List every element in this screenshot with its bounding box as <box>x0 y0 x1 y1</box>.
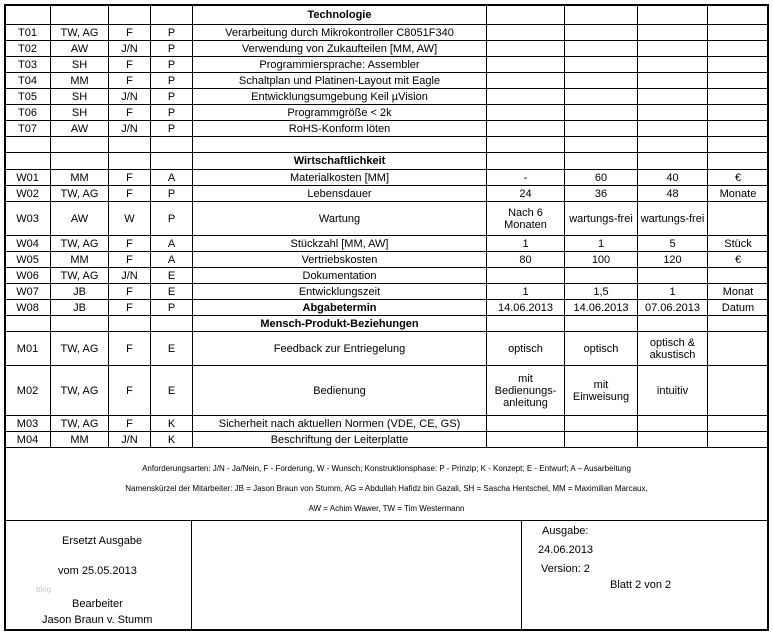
req-value-2: 60 <box>565 170 638 186</box>
section-title-wirtschaftlichkeit: Wirtschaftlichkeit <box>193 153 487 170</box>
ausgabe-label: Ausgabe: <box>542 525 589 537</box>
req-value-1 <box>487 57 565 73</box>
empty-cell <box>487 153 565 170</box>
req-type: F <box>109 105 151 121</box>
req-phase: P <box>151 105 193 121</box>
footer <box>6 521 767 629</box>
table-row <box>5 332 769 366</box>
req-description: Lebensdauer <box>193 186 487 202</box>
req-owner: JB <box>51 284 109 300</box>
req-id: M03 <box>5 416 51 432</box>
empty-cell <box>109 137 151 153</box>
empty-cell <box>565 316 638 332</box>
req-value-3: 48 <box>638 186 708 202</box>
req-value-3 <box>638 25 708 41</box>
req-type: W <box>109 202 151 236</box>
req-type: J/N <box>109 89 151 105</box>
table-row <box>5 236 769 252</box>
req-value-3 <box>638 89 708 105</box>
req-phase: P <box>151 25 193 41</box>
req-value-2: 100 <box>565 252 638 268</box>
footer-left-block <box>6 521 192 629</box>
req-description: Verarbeitung durch Mikrokontroller C8051F340 <box>193 25 487 41</box>
req-value-1 <box>487 73 565 89</box>
req-id: T01 <box>5 25 51 41</box>
empty-cell <box>708 153 769 170</box>
req-value-1: Nach 6 Monaten <box>487 202 565 236</box>
empty-cell <box>487 137 565 153</box>
req-phase: P <box>151 73 193 89</box>
req-value-1: 80 <box>487 252 565 268</box>
req-description: Dokumentation <box>193 268 487 284</box>
watermark: blog <box>36 585 52 594</box>
req-owner: TW, AG <box>51 186 109 202</box>
req-description: Stückzahl [MM, AW] <box>193 236 487 252</box>
req-owner: MM <box>51 170 109 186</box>
table-row <box>5 416 769 432</box>
req-unit <box>708 121 769 137</box>
req-type: J/N <box>109 121 151 137</box>
req-unit: Datum <box>708 300 769 316</box>
req-value-3: 1 <box>638 284 708 300</box>
req-description: Vertriebskosten <box>193 252 487 268</box>
req-phase: A <box>151 252 193 268</box>
empty-cell <box>708 5 769 25</box>
req-value-3 <box>638 105 708 121</box>
req-value-1 <box>487 89 565 105</box>
requirements-table <box>4 4 769 448</box>
empty-cell <box>151 153 193 170</box>
table-row <box>5 57 769 73</box>
req-phase: P <box>151 202 193 236</box>
empty-cell <box>638 137 708 153</box>
req-type: F <box>109 284 151 300</box>
table-row <box>5 202 769 236</box>
req-value-2: optisch <box>565 332 638 366</box>
req-value-2 <box>565 89 638 105</box>
req-value-2 <box>565 268 638 284</box>
req-type: F <box>109 170 151 186</box>
req-phase: P <box>151 89 193 105</box>
req-value-3 <box>638 57 708 73</box>
req-description: Bedienung <box>193 366 487 416</box>
empty-cell <box>708 137 769 153</box>
req-id: W05 <box>5 252 51 268</box>
empty-cell <box>151 316 193 332</box>
ersetzt-label: Ersetzt Ausgabe <box>62 535 143 547</box>
empty-cell <box>565 5 638 25</box>
empty-cell <box>638 5 708 25</box>
req-unit <box>708 332 769 366</box>
req-value-1 <box>487 105 565 121</box>
req-value-2 <box>565 121 638 137</box>
req-phase: K <box>151 416 193 432</box>
empty-cell <box>565 137 638 153</box>
table-row <box>5 252 769 268</box>
req-value-2 <box>565 105 638 121</box>
sheet-number: Blatt 2 von 2 <box>610 579 672 591</box>
req-value-3 <box>638 416 708 432</box>
legend-line-3: AW = Achim Wawer, TW = Tim Westermann <box>308 504 465 513</box>
table-row <box>5 268 769 284</box>
req-type: J/N <box>109 432 151 448</box>
empty-cell <box>109 316 151 332</box>
req-value-2: 1,5 <box>565 284 638 300</box>
req-type: F <box>109 416 151 432</box>
req-value-3: wartungs-frei <box>638 202 708 236</box>
req-id: W01 <box>5 170 51 186</box>
req-value-2: 14.06.2013 <box>565 300 638 316</box>
empty-cell <box>151 5 193 25</box>
req-value-1 <box>487 121 565 137</box>
req-unit: € <box>708 170 769 186</box>
req-type: F <box>109 300 151 316</box>
req-value-3: 07.06.2013 <box>638 300 708 316</box>
table-row <box>5 186 769 202</box>
req-type: J/N <box>109 41 151 57</box>
req-description: Wartung <box>193 202 487 236</box>
table-row <box>5 170 769 186</box>
version-label: Version: 2 <box>541 563 590 575</box>
req-owner: SH <box>51 105 109 121</box>
empty-cell <box>487 316 565 332</box>
req-value-3: 5 <box>638 236 708 252</box>
req-description: Entwicklungsumgebung Keil µVision <box>193 89 487 105</box>
req-type: F <box>109 73 151 89</box>
table-row <box>5 89 769 105</box>
req-phase: E <box>151 332 193 366</box>
req-owner: AW <box>51 202 109 236</box>
footer-right-block <box>522 521 767 629</box>
req-value-2 <box>565 57 638 73</box>
empty-cell <box>51 137 109 153</box>
req-value-3 <box>638 73 708 89</box>
req-value-1: 1 <box>487 284 565 300</box>
req-value-3: 40 <box>638 170 708 186</box>
table-row <box>5 105 769 121</box>
req-unit <box>708 41 769 57</box>
req-value-2 <box>565 41 638 57</box>
req-id: W04 <box>5 236 51 252</box>
req-description: Beschriftung der Leiterplatte <box>193 432 487 448</box>
req-unit <box>708 57 769 73</box>
req-owner: AW <box>51 121 109 137</box>
req-unit <box>708 73 769 89</box>
empty-cell <box>638 153 708 170</box>
req-type: F <box>109 186 151 202</box>
table-row <box>5 300 769 316</box>
req-id: T07 <box>5 121 51 137</box>
req-owner: SH <box>51 57 109 73</box>
req-type: F <box>109 332 151 366</box>
legend-line-1: Anforderungsarten: J/N - Ja/Nein, F - Forderung, W - Wunsch; Konstruktionsphase: P - Prinzip; K - Konzept; E - Entwurf; A – Ausarbeitung <box>142 464 631 473</box>
req-phase: P <box>151 41 193 57</box>
req-value-1 <box>487 41 565 57</box>
req-description: Schaltplan und Platinen-Layout mit Eagle <box>193 73 487 89</box>
req-value-2 <box>565 25 638 41</box>
legend-line-2: Namenskürzel der Mitarbeiter: JB = Jason Braun von Stumm, AG = Abdullah Hafidz bin Gazali, SH = Sascha Hentschel, MM = Maximilian Marcaux, <box>125 484 648 493</box>
req-description: RoHS-Konform löten <box>193 121 487 137</box>
req-value-1 <box>487 416 565 432</box>
empty-cell <box>487 5 565 25</box>
req-value-2 <box>565 73 638 89</box>
req-owner: AW <box>51 41 109 57</box>
req-owner: TW, AG <box>51 332 109 366</box>
req-description: Entwicklungszeit <box>193 284 487 300</box>
req-description: Programmiersprache: Assembler <box>193 57 487 73</box>
req-phase: A <box>151 236 193 252</box>
req-id: T03 <box>5 57 51 73</box>
req-type: F <box>109 25 151 41</box>
table-row <box>5 366 769 416</box>
req-unit: Monate <box>708 186 769 202</box>
table-row <box>5 121 769 137</box>
req-type: J/N <box>109 268 151 284</box>
req-value-3 <box>638 41 708 57</box>
req-description: Feedback zur Entriegelung <box>193 332 487 366</box>
section-title-mensch-produkt: Mensch-Produkt-Beziehungen <box>193 316 487 332</box>
empty-cell <box>109 153 151 170</box>
req-phase: P <box>151 300 193 316</box>
req-unit: € <box>708 252 769 268</box>
empty-cell <box>193 137 487 153</box>
req-id: T06 <box>5 105 51 121</box>
req-phase: K <box>151 432 193 448</box>
req-phase: P <box>151 57 193 73</box>
req-value-2: mit Einweisung <box>565 366 638 416</box>
req-value-3 <box>638 432 708 448</box>
bearbeiter-label: Bearbeiter <box>72 598 123 610</box>
empty-cell <box>151 137 193 153</box>
table-row <box>5 284 769 300</box>
req-owner: TW, AG <box>51 366 109 416</box>
empty-cell <box>5 316 51 332</box>
req-value-3: 120 <box>638 252 708 268</box>
req-id: W07 <box>5 284 51 300</box>
req-type: F <box>109 366 151 416</box>
req-owner: TW, AG <box>51 416 109 432</box>
req-unit <box>708 105 769 121</box>
req-value-1: 14.06.2013 <box>487 300 565 316</box>
req-value-2: 36 <box>565 186 638 202</box>
req-value-3 <box>638 121 708 137</box>
empty-cell <box>5 5 51 25</box>
req-id: T02 <box>5 41 51 57</box>
table-row <box>5 432 769 448</box>
req-owner: TW, AG <box>51 236 109 252</box>
req-unit <box>708 25 769 41</box>
empty-cell <box>51 316 109 332</box>
req-value-1: - <box>487 170 565 186</box>
req-type: F <box>109 236 151 252</box>
req-description: Programmgröße < 2k <box>193 105 487 121</box>
req-phase: P <box>151 186 193 202</box>
req-owner: MM <box>51 252 109 268</box>
req-unit <box>708 202 769 236</box>
bearbeiter-name: Jason Braun v. Stumm <box>42 614 153 626</box>
req-description: Abgabetermin <box>193 300 487 316</box>
req-type: F <box>109 57 151 73</box>
empty-cell <box>5 137 51 153</box>
req-id: M04 <box>5 432 51 448</box>
req-owner: TW, AG <box>51 268 109 284</box>
req-value-3 <box>638 268 708 284</box>
req-id: T04 <box>5 73 51 89</box>
req-id: M01 <box>5 332 51 366</box>
req-owner: TW, AG <box>51 25 109 41</box>
req-value-1: mit Bedienungs-anleitung <box>487 366 565 416</box>
empty-cell <box>109 5 151 25</box>
req-description: Sicherheit nach aktuellen Normen (VDE, CE, GS) <box>193 416 487 432</box>
req-owner: MM <box>51 432 109 448</box>
legend <box>6 459 767 521</box>
req-unit <box>708 416 769 432</box>
ausgabe-date: 24.06.2013 <box>538 544 594 556</box>
req-phase: A <box>151 170 193 186</box>
req-phase: E <box>151 284 193 300</box>
req-phase: E <box>151 268 193 284</box>
req-unit: Stück <box>708 236 769 252</box>
empty-cell <box>5 153 51 170</box>
req-value-2: 1 <box>565 236 638 252</box>
req-id: W02 <box>5 186 51 202</box>
req-value-1 <box>487 25 565 41</box>
req-owner: SH <box>51 89 109 105</box>
empty-cell <box>565 153 638 170</box>
req-owner: JB <box>51 300 109 316</box>
req-value-3: optisch & akustisch <box>638 332 708 366</box>
req-value-2: wartungs-frei <box>565 202 638 236</box>
ersetzt-date: vom 25.05.2013 <box>58 565 137 577</box>
req-value-3: intuitiv <box>638 366 708 416</box>
req-phase: P <box>151 121 193 137</box>
footer-middle-block <box>192 521 522 629</box>
table-row <box>5 41 769 57</box>
req-id: T05 <box>5 89 51 105</box>
req-description: Materialkosten [MM] <box>193 170 487 186</box>
req-unit <box>708 432 769 448</box>
req-value-1: 24 <box>487 186 565 202</box>
req-id: M02 <box>5 366 51 416</box>
req-type: F <box>109 252 151 268</box>
req-value-1 <box>487 268 565 284</box>
table-row <box>5 73 769 89</box>
req-id: W08 <box>5 300 51 316</box>
req-value-1: 1 <box>487 236 565 252</box>
req-value-2 <box>565 416 638 432</box>
req-value-1: optisch <box>487 332 565 366</box>
req-value-1 <box>487 432 565 448</box>
req-unit <box>708 89 769 105</box>
req-description: Verwendung von Zukaufteilen [MM, AW] <box>193 41 487 57</box>
req-unit: Monat <box>708 284 769 300</box>
req-phase: E <box>151 366 193 416</box>
req-owner: MM <box>51 73 109 89</box>
req-unit <box>708 268 769 284</box>
req-unit <box>708 366 769 416</box>
empty-cell <box>51 153 109 170</box>
table-row <box>5 25 769 41</box>
req-id: W03 <box>5 202 51 236</box>
section-title-technologie: Technologie <box>193 5 487 25</box>
req-value-2 <box>565 432 638 448</box>
req-id: W06 <box>5 268 51 284</box>
empty-cell <box>708 316 769 332</box>
empty-cell <box>638 316 708 332</box>
empty-cell <box>51 5 109 25</box>
